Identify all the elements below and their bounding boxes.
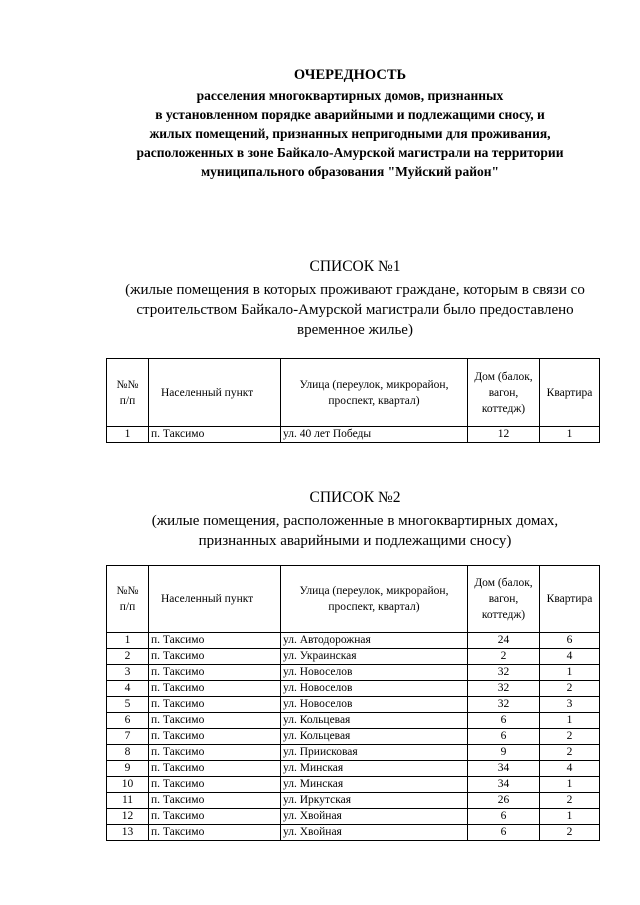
list2-subtitle-line: (жилые помещения, расположенные в многоквартирных домах,	[151, 513, 559, 529]
cell-house: 32	[468, 665, 540, 681]
cell-house: 34	[468, 777, 540, 793]
document-title-line: расселения многоквартирных домов, признанных	[196, 88, 504, 103]
column-header-house: Дом (балок, вагон, коттедж)	[468, 566, 540, 633]
table-row	[107, 745, 600, 761]
cell-apartment: 1	[540, 427, 600, 443]
cell-row-number: 5	[107, 697, 149, 713]
cell-apartment: 3	[540, 697, 600, 713]
column-header-num: №№ п/п	[107, 359, 149, 427]
cell-apartment: 2	[540, 745, 600, 761]
cell-settlement: п. Таксимо	[149, 697, 281, 713]
list1-table	[106, 358, 600, 443]
table-row	[107, 713, 600, 729]
cell-house: 12	[468, 427, 540, 443]
cell-settlement: п. Таксимо	[149, 649, 281, 665]
table-row	[107, 665, 600, 681]
document-title-line: жилых помещений, признанных непригодными для проживания,	[149, 126, 551, 141]
list2-title: СПИСОК №2	[309, 489, 401, 506]
document-title-line: расположенных в зоне Байкало-Амурской магистрали на территории	[136, 145, 564, 160]
cell-street: ул. Новоселов	[281, 697, 468, 713]
column-header-settlement: Населенный пункт	[149, 359, 281, 427]
cell-settlement: п. Таксимо	[149, 713, 281, 729]
column-header-street: Улица (переулок, микрорайон, проспект, квартал)	[281, 359, 468, 427]
cell-apartment: 6	[540, 633, 600, 649]
list1-subtitle-line: (жилые помещения в которых проживают граждане, которым в связи со	[125, 282, 585, 298]
cell-settlement: п. Таксимо	[149, 825, 281, 841]
cell-row-number: 1	[107, 427, 149, 443]
column-header-street: Улица (переулок, микрорайон, проспект, квартал)	[281, 566, 468, 633]
table-row	[107, 697, 600, 713]
cell-house: 6	[468, 809, 540, 825]
table-header-row	[107, 566, 600, 633]
table-row	[107, 793, 600, 809]
cell-street: ул. Хвойная	[281, 809, 468, 825]
cell-apartment: 2	[540, 825, 600, 841]
cell-row-number: 10	[107, 777, 149, 793]
document-title: ОЧЕРЕДНОСТЬ	[293, 67, 407, 83]
document-title-line: муниципального образования "Муйский район"	[200, 164, 499, 179]
list2-heading	[70, 488, 640, 551]
list1-title: СПИСОК №1	[309, 258, 401, 275]
cell-apartment: 2	[540, 681, 600, 697]
cell-house: 6	[468, 825, 540, 841]
cell-house: 9	[468, 745, 540, 761]
document-heading	[60, 66, 640, 181]
cell-house: 24	[468, 633, 540, 649]
cell-row-number: 7	[107, 729, 149, 745]
list1-table-body	[107, 427, 600, 443]
cell-street: ул. Иркутская	[281, 793, 468, 809]
list2-table	[106, 565, 600, 841]
column-header-settlement: Населенный пункт	[149, 566, 281, 633]
cell-apartment: 2	[540, 729, 600, 745]
cell-house: 34	[468, 761, 540, 777]
table-row	[107, 777, 600, 793]
cell-row-number: 13	[107, 825, 149, 841]
list1-heading	[70, 257, 640, 340]
list2-subtitle-line: признанных аварийными и подлежащими сносу)	[198, 533, 512, 549]
cell-settlement: п. Таксимо	[149, 427, 281, 443]
cell-apartment: 4	[540, 761, 600, 777]
column-header-num: №№ п/п	[107, 566, 149, 633]
table-row	[107, 809, 600, 825]
cell-apartment: 2	[540, 793, 600, 809]
column-header-apartment: Квартира	[540, 566, 600, 633]
list1-subtitle-line: строительством Байкало-Амурской магистрали было предоставлено	[136, 302, 574, 318]
cell-row-number: 1	[107, 633, 149, 649]
cell-settlement: п. Таксимо	[149, 633, 281, 649]
cell-settlement: п. Таксимо	[149, 809, 281, 825]
cell-street: ул. 40 лет Победы	[281, 427, 468, 443]
cell-street: ул. Приисковая	[281, 745, 468, 761]
cell-settlement: п. Таксимо	[149, 761, 281, 777]
cell-settlement: п. Таксимо	[149, 681, 281, 697]
cell-row-number: 2	[107, 649, 149, 665]
cell-street: ул. Минская	[281, 761, 468, 777]
cell-street: ул. Минская	[281, 777, 468, 793]
cell-street: ул. Украинская	[281, 649, 468, 665]
cell-street: ул. Кольцевая	[281, 729, 468, 745]
table-row	[107, 761, 600, 777]
list1-subtitle-line: временное жилье)	[297, 322, 413, 338]
cell-house: 6	[468, 713, 540, 729]
table-header-row	[107, 359, 600, 427]
cell-settlement: п. Таксимо	[149, 729, 281, 745]
table-row	[107, 681, 600, 697]
cell-row-number: 9	[107, 761, 149, 777]
cell-street: ул. Новоселов	[281, 665, 468, 681]
cell-apartment: 1	[540, 809, 600, 825]
cell-settlement: п. Таксимо	[149, 777, 281, 793]
cell-house: 6	[468, 729, 540, 745]
cell-street: ул. Хвойная	[281, 825, 468, 841]
document-title-line: в установленном порядке аварийными и подлежащими сносу, и	[155, 107, 545, 122]
cell-street: ул. Новоселов	[281, 681, 468, 697]
list2-table-body	[107, 633, 600, 841]
cell-apartment: 1	[540, 777, 600, 793]
table-row	[107, 825, 600, 841]
cell-house: 2	[468, 649, 540, 665]
column-header-house: Дом (балок, вагон, коттедж)	[468, 359, 540, 427]
cell-row-number: 6	[107, 713, 149, 729]
cell-row-number: 11	[107, 793, 149, 809]
cell-house: 32	[468, 681, 540, 697]
cell-row-number: 4	[107, 681, 149, 697]
cell-house: 32	[468, 697, 540, 713]
cell-apartment: 1	[540, 713, 600, 729]
cell-apartment: 4	[540, 649, 600, 665]
table-row	[107, 649, 600, 665]
cell-house: 26	[468, 793, 540, 809]
cell-settlement: п. Таксимо	[149, 665, 281, 681]
cell-apartment: 1	[540, 665, 600, 681]
table-row	[107, 633, 600, 649]
cell-row-number: 3	[107, 665, 149, 681]
cell-settlement: п. Таксимо	[149, 745, 281, 761]
cell-settlement: п. Таксимо	[149, 793, 281, 809]
table-row	[107, 729, 600, 745]
cell-row-number: 12	[107, 809, 149, 825]
column-header-apartment: Квартира	[540, 359, 600, 427]
cell-row-number: 8	[107, 745, 149, 761]
cell-street: ул. Кольцевая	[281, 713, 468, 729]
table-row	[107, 427, 600, 443]
cell-street: ул. Автодорожная	[281, 633, 468, 649]
